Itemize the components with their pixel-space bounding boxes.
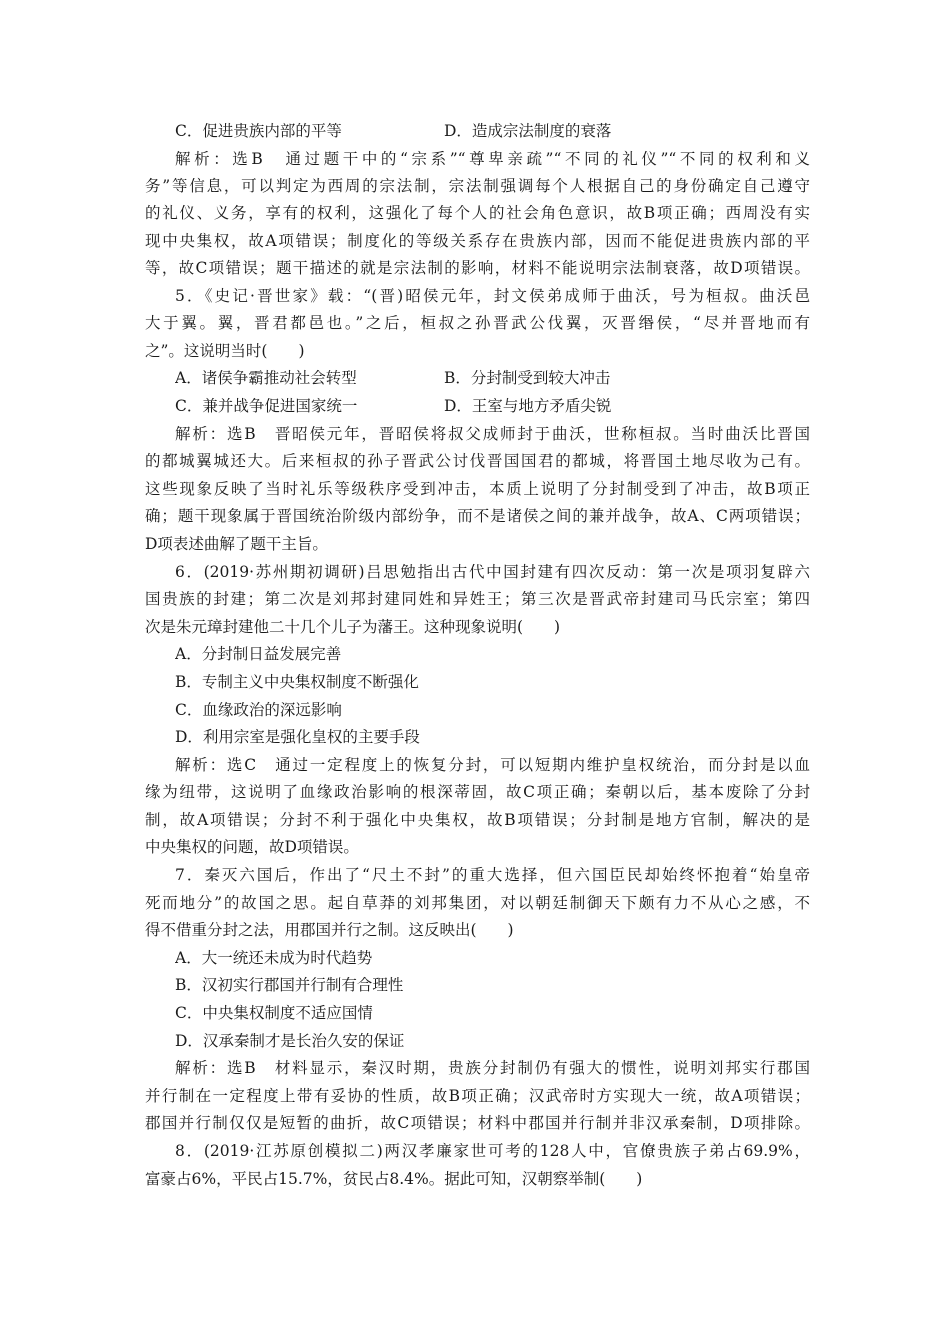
option-d: D．王室与地方矛盾尖锐 [444,397,612,415]
analysis-text: 解析：选C 通过一定程度上的恢复分封，可以短期内维护皇权统治，而分封是以血 [175,756,810,774]
analysis-text: 解析：选B 材料显示，秦汉时期，贵族分封制仍有强大的惯性，说明刘邦实行郡国 [175,1059,810,1077]
analysis-text: 的都城翼城还大。后来桓叔的孙子晋武公讨伐晋国国君的都城，将晋国土地尽收为己有。 [145,452,810,470]
option-c: C．血缘政治的深远影响 [175,701,342,719]
option-c: C．兼并战争促进国家统一 [175,397,358,415]
analysis-text: 的礼仪、义务，享有的权利，这强化了每个人的社会角色意识，故B项正确；西周没有实 [145,204,810,222]
analysis-text: 解析：选B 晋昭侯元年，晋昭侯将叔父成师封于曲沃，世称桓叔。当时曲沃比晋国 [175,425,810,443]
option-a: A．大一统还未成为时代趋势 [175,949,373,967]
analysis-text: 等，故C项错误；题干描述的就是宗法制的影响，材料不能说明宗法制衰落，故D项错误。 [145,259,810,277]
question-text: 得不借重分封之法，用郡国并行之制。这反映出( ) [145,921,514,939]
question-text: 富豪占6%，平民占15.7%，贫民占8.4%。据此可知，汉朝察举制( ) [145,1170,643,1188]
option-b: B．汉初实行郡国并行制有合理性 [175,976,404,994]
question-6: 6．(2019·苏州期初调研)吕思勉指出古代中国封建有四次反动：第一次是项羽复辟六 [175,563,810,581]
analysis-text: 郡国并行制仅仅是短暂的曲折，故C项错误；材料中郡国并行制并非汉承秦制，D项排除。 [145,1114,810,1132]
option-d: D．汉承秦制才是长治久安的保证 [175,1032,405,1050]
analysis-text: 这些现象反映了当时礼乐等级秩序受到冲击，本质上说明了分封制受到了冲击，故B项正 [145,480,810,498]
analysis-text: 制，故A项错误；分封不利于强化中央集权，故B项错误；分封制是地方官制，解决的是 [145,811,810,829]
question-text: 大于翼。翼，晋君都邑也。”之后，桓叔之孙晋武公伐翼，灭晋缗侯，“尽并晋地而有 [145,314,810,332]
option-d: D．利用宗室是强化皇权的主要手段 [175,728,420,746]
question-text: 死而地分”的故国之思。起自草莽的刘邦集团，对以朝廷制御天下颇有力不从心之感，不 [145,894,810,912]
analysis-text: 并行制在一定程度上带有妥协的性质，故B项正确；汉武帝时方实现大一统，故A项错误； [145,1087,810,1105]
question-5: 5．《史记·晋世家》载：“(晋)昭侯元年，封文侯弟成师于曲沃，号为桓叔。曲沃邑 [175,287,810,305]
option-a: A．分封制日益发展完善 [175,645,342,663]
option-b: B．分封制受到较大冲击 [444,369,611,387]
question-text: 次是朱元璋封建他二十几个儿子为藩王。这种现象说明( ) [145,618,561,636]
analysis-text: 解析：选B 通过题干中的“宗系”“尊卑亲疏”“不同的礼仪”“不同的权利和义 [175,150,810,168]
question-8: 8．(2019·江苏原创模拟二)两汉孝廉家世可考的128人中，官僚贵族子弟占69.9%， [175,1142,810,1160]
option-c: C．中央集权制度不适应国情 [175,1004,373,1022]
analysis-text: 务”等信息，可以判定为西周的宗法制，宗法制强调每个人根据自己的身份确定自己遵守 [145,177,810,195]
analysis-text: 现中央集权，故A项错误；制度化的等级关系存在贵族内部，因而不能促进贵族内部的平 [145,232,810,250]
question-text: 国贵族的封建；第二次是刘邦封建同姓和异姓王；第三次是晋武帝封建司马氏宗室；第四 [145,590,810,608]
question-7: 7．秦灭六国后，作出了“尺土不封”的重大选择，但六国臣民却始终怀抱着“始皇帝 [175,866,810,884]
option-a: A．诸侯争霸推动社会转型 [175,369,357,387]
question-text: 之”。这说明当时( ) [145,342,305,360]
analysis-text: 缘为纽带，这说明了血缘政治影响的根深蒂固，故C项正确；秦朝以后，基本废除了分封 [145,783,810,801]
option-c: C．促进贵族内部的平等 [175,122,342,140]
option-b: B．专制主义中央集权制度不断强化 [175,673,419,691]
option-d: D．造成宗法制度的衰落 [444,122,612,140]
analysis-text: 中央集权的问题，故D项错误。 [145,838,359,856]
analysis-text: 确；题干现象属于晋国统治阶级内部纷争，而不是诸侯之间的兼并战争，故A、C两项错误； [145,507,810,525]
analysis-text: D项表述曲解了题干主旨。 [145,535,328,553]
